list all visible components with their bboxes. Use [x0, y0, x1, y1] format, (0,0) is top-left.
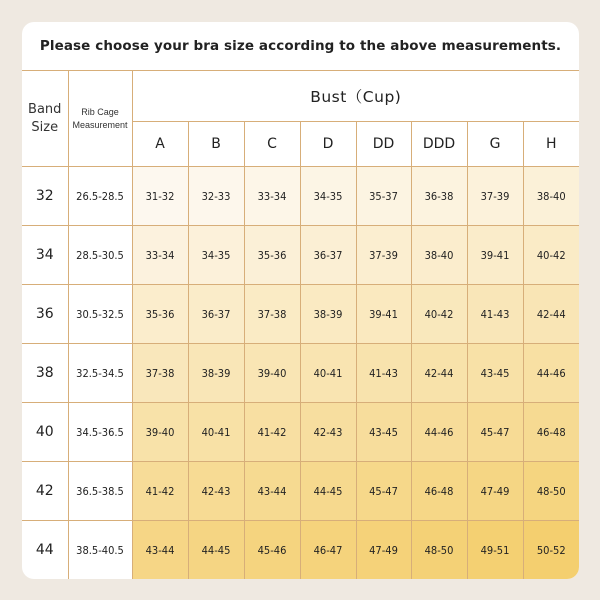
chart-heading: Please choose your bra size according to the above measurements. — [39, 38, 562, 54]
cup-header-a: A — [132, 122, 188, 167]
band-size-cell: 38 — [22, 344, 68, 403]
cup-header-ddd: DDD — [411, 122, 467, 167]
band-size-header — [22, 71, 68, 167]
bust-value-cell: 42-44 — [523, 285, 579, 344]
bust-value-cell: 36-37 — [188, 285, 244, 344]
table-row — [22, 167, 579, 226]
bust-value-cell: 46-48 — [411, 462, 467, 521]
band-size-cell: 32 — [22, 167, 68, 226]
bust-value-cell: 40-42 — [523, 226, 579, 285]
table-row — [22, 285, 579, 344]
bust-value-cell: 47-49 — [356, 521, 411, 580]
bust-value-cell: 37-38 — [132, 344, 188, 403]
band-size-header-line1: Band — [28, 101, 62, 117]
cup-header-c: C — [244, 122, 300, 167]
band-size-cell: 42 — [22, 462, 68, 521]
bust-value-cell: 47-49 — [467, 462, 523, 521]
bust-value-cell: 34-35 — [188, 226, 244, 285]
bust-value-cell: 40-41 — [188, 403, 244, 462]
bust-value-cell: 33-34 — [132, 226, 188, 285]
rib-cage-cell: 30.5-32.5 — [68, 285, 132, 344]
rib-cage-header — [68, 71, 132, 167]
band-size-cell: 34 — [22, 226, 68, 285]
rib-cage-header-line1: Rib Cage — [81, 106, 119, 117]
bust-value-cell: 39-40 — [132, 403, 188, 462]
rib-cage-header-line2: Measurement — [72, 119, 128, 130]
bust-value-cell: 37-38 — [244, 285, 300, 344]
bust-value-cell: 43-45 — [356, 403, 411, 462]
bust-value-cell: 40-41 — [300, 344, 356, 403]
rib-cage-cell: 34.5-36.5 — [68, 403, 132, 462]
table-row — [22, 403, 579, 462]
cup-header-dd: DD — [356, 122, 411, 167]
band-size-cell: 40 — [22, 403, 68, 462]
bust-value-cell: 46-47 — [300, 521, 356, 580]
bust-value-cell: 42-44 — [411, 344, 467, 403]
bust-value-cell: 46-48 — [523, 403, 579, 462]
table-row — [22, 462, 579, 521]
rib-cage-cell: 32.5-34.5 — [68, 344, 132, 403]
bust-cup-header: Bust（Cup) — [132, 71, 579, 122]
bust-value-cell: 44-45 — [300, 462, 356, 521]
band-size-cell: 36 — [22, 285, 68, 344]
bust-value-cell: 43-44 — [244, 462, 300, 521]
bust-value-cell: 43-44 — [132, 521, 188, 580]
bust-value-cell: 38-40 — [523, 167, 579, 226]
bust-value-cell: 34-35 — [300, 167, 356, 226]
size-chart-card — [22, 22, 579, 579]
bust-value-cell: 45-46 — [244, 521, 300, 580]
band-size-header-line2: Size — [31, 119, 59, 135]
bust-value-cell: 48-50 — [523, 462, 579, 521]
bust-value-cell: 43-45 — [467, 344, 523, 403]
bust-value-cell: 45-47 — [356, 462, 411, 521]
bust-value-cell: 39-40 — [244, 344, 300, 403]
bust-value-cell: 41-42 — [244, 403, 300, 462]
bust-value-cell: 44-45 — [188, 521, 244, 580]
bust-value-cell: 33-34 — [244, 167, 300, 226]
bust-value-cell: 48-50 — [411, 521, 467, 580]
rib-cage-cell: 26.5-28.5 — [68, 167, 132, 226]
rib-cage-cell: 36.5-38.5 — [68, 462, 132, 521]
bust-value-cell: 41-43 — [356, 344, 411, 403]
bust-value-cell: 45-47 — [467, 403, 523, 462]
rib-cage-cell: 38.5-40.5 — [68, 521, 132, 580]
bust-value-cell: 44-46 — [523, 344, 579, 403]
cup-header-d: D — [300, 122, 356, 167]
cup-header-h: H — [523, 122, 579, 167]
bust-value-cell: 36-37 — [300, 226, 356, 285]
bust-value-cell: 35-36 — [244, 226, 300, 285]
bust-value-cell: 31-32 — [132, 167, 188, 226]
bust-value-cell: 49-51 — [467, 521, 523, 580]
size-table — [22, 70, 579, 579]
cup-header-b: B — [188, 122, 244, 167]
bust-value-cell: 35-36 — [132, 285, 188, 344]
bust-value-cell: 42-43 — [188, 462, 244, 521]
bust-value-cell: 39-41 — [467, 226, 523, 285]
band-size-cell: 44 — [22, 521, 68, 580]
bust-value-cell: 50-52 — [523, 521, 579, 580]
bust-value-cell: 36-38 — [411, 167, 467, 226]
bust-value-cell: 41-43 — [467, 285, 523, 344]
rib-cage-cell: 28.5-30.5 — [68, 226, 132, 285]
bust-value-cell: 44-46 — [411, 403, 467, 462]
cup-header-g: G — [467, 122, 523, 167]
bust-value-cell: 40-42 — [411, 285, 467, 344]
size-table-body — [22, 167, 579, 580]
table-row — [22, 521, 579, 580]
bust-value-cell: 38-39 — [300, 285, 356, 344]
bust-value-cell: 41-42 — [132, 462, 188, 521]
bust-value-cell: 38-39 — [188, 344, 244, 403]
bust-value-cell: 37-39 — [356, 226, 411, 285]
table-row — [22, 344, 579, 403]
bust-value-cell: 37-39 — [467, 167, 523, 226]
bust-value-cell: 39-41 — [356, 285, 411, 344]
table-row — [22, 226, 579, 285]
bust-value-cell: 42-43 — [300, 403, 356, 462]
bust-value-cell: 38-40 — [411, 226, 467, 285]
bust-value-cell: 35-37 — [356, 167, 411, 226]
bust-value-cell: 32-33 — [188, 167, 244, 226]
